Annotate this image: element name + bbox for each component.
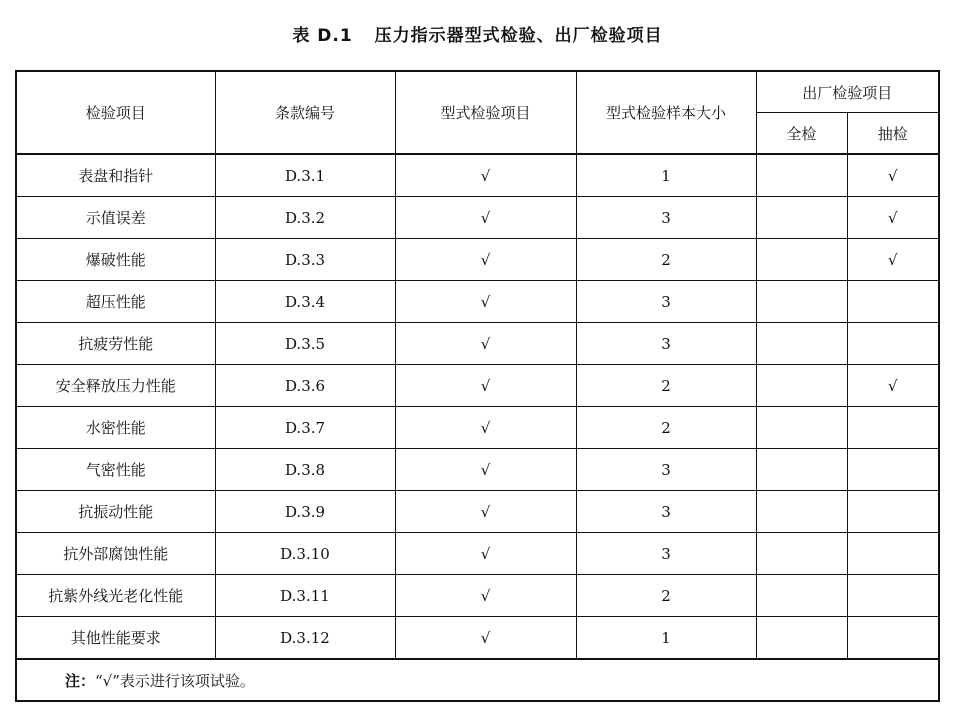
- cell-type-test: √: [395, 449, 576, 491]
- cell-type-test: √: [395, 533, 576, 575]
- cell-item: 气密性能: [16, 449, 215, 491]
- cell-spot-check: √: [847, 197, 939, 239]
- cell-clause: D.3.3: [215, 239, 395, 281]
- table-caption: [0, 21, 955, 46]
- cell-full-check: [756, 617, 847, 660]
- cell-sample-size: 3: [576, 491, 756, 533]
- cell-full-check: [756, 365, 847, 407]
- cell-sample-size: 3: [576, 197, 756, 239]
- cell-sample-size: 3: [576, 323, 756, 365]
- cell-item: 爆破性能: [16, 239, 215, 281]
- cell-full-check: [756, 281, 847, 323]
- cell-sample-size: 2: [576, 407, 756, 449]
- cell-item: 抗紫外线光老化性能: [16, 575, 215, 617]
- cell-sample-size: 3: [576, 449, 756, 491]
- cell-clause: D.3.8: [215, 449, 395, 491]
- cell-item: 表盘和指针: [16, 154, 215, 197]
- note-cell: [16, 659, 939, 701]
- cell-sample-size: 2: [576, 575, 756, 617]
- cell-full-check: [756, 407, 847, 449]
- table-row: [16, 197, 939, 239]
- cell-spot-check: [847, 617, 939, 660]
- cell-full-check: [756, 154, 847, 197]
- table-row: [16, 365, 939, 407]
- cell-sample-size: 3: [576, 533, 756, 575]
- cell-type-test: √: [395, 407, 576, 449]
- cell-clause: D.3.11: [215, 575, 395, 617]
- cell-full-check: [756, 575, 847, 617]
- table-row: [16, 575, 939, 617]
- header-spot-check: 抽检: [847, 113, 939, 155]
- header-row: [16, 71, 939, 113]
- cell-spot-check: √: [847, 239, 939, 281]
- table-body: [16, 154, 939, 659]
- header-factory-test: 出厂检验项目: [756, 71, 939, 113]
- table-title: 压力指示器型式检验、出厂检验项目: [374, 26, 663, 46]
- cell-clause: D.3.7: [215, 407, 395, 449]
- cell-spot-check: √: [847, 154, 939, 197]
- cell-clause: D.3.9: [215, 491, 395, 533]
- cell-spot-check: [847, 323, 939, 365]
- cell-type-test: √: [395, 617, 576, 660]
- cell-spot-check: [847, 407, 939, 449]
- cell-sample-size: 1: [576, 154, 756, 197]
- cell-item: 水密性能: [16, 407, 215, 449]
- header-type-test: 型式检验项目: [395, 71, 576, 154]
- cell-item: 安全释放压力性能: [16, 365, 215, 407]
- cell-full-check: [756, 323, 847, 365]
- table-row: [16, 281, 939, 323]
- cell-spot-check: [847, 491, 939, 533]
- cell-clause: D.3.4: [215, 281, 395, 323]
- cell-item: 其他性能要求: [16, 617, 215, 660]
- header-clause: 条款编号: [215, 71, 395, 154]
- cell-type-test: √: [395, 239, 576, 281]
- cell-full-check: [756, 533, 847, 575]
- table-number: 表 D.1: [292, 26, 353, 46]
- cell-sample-size: 2: [576, 239, 756, 281]
- table-row: [16, 323, 939, 365]
- table-row: [16, 407, 939, 449]
- cell-sample-size: 2: [576, 365, 756, 407]
- cell-spot-check: [847, 533, 939, 575]
- note-label: 注：: [65, 671, 96, 690]
- cell-item: 示值误差: [16, 197, 215, 239]
- cell-full-check: [756, 491, 847, 533]
- cell-type-test: √: [395, 197, 576, 239]
- cell-clause: D.3.12: [215, 617, 395, 660]
- cell-spot-check: [847, 281, 939, 323]
- table-row: [16, 154, 939, 197]
- cell-item: 抗振动性能: [16, 491, 215, 533]
- cell-item: 抗疲劳性能: [16, 323, 215, 365]
- cell-type-test: √: [395, 281, 576, 323]
- header-sample-size: 型式检验样本大小: [576, 71, 756, 154]
- cell-spot-check: [847, 449, 939, 491]
- table-row: [16, 449, 939, 491]
- header-full-check: 全检: [756, 113, 847, 155]
- note-row: [16, 659, 939, 701]
- header-item: 检验项目: [16, 71, 215, 154]
- cell-full-check: [756, 449, 847, 491]
- table-row: [16, 491, 939, 533]
- cell-clause: D.3.1: [215, 154, 395, 197]
- cell-sample-size: 1: [576, 617, 756, 660]
- cell-full-check: [756, 197, 847, 239]
- cell-clause: D.3.6: [215, 365, 395, 407]
- cell-item: 超压性能: [16, 281, 215, 323]
- table-row: [16, 617, 939, 660]
- cell-clause: D.3.2: [215, 197, 395, 239]
- cell-full-check: [756, 239, 847, 281]
- cell-type-test: √: [395, 154, 576, 197]
- cell-sample-size: 3: [576, 281, 756, 323]
- cell-type-test: √: [395, 491, 576, 533]
- cell-clause: D.3.10: [215, 533, 395, 575]
- cell-type-test: √: [395, 575, 576, 617]
- cell-item: 抗外部腐蚀性能: [16, 533, 215, 575]
- cell-type-test: √: [395, 323, 576, 365]
- cell-spot-check: √: [847, 365, 939, 407]
- table-row: [16, 533, 939, 575]
- cell-clause: D.3.5: [215, 323, 395, 365]
- table-row: [16, 239, 939, 281]
- cell-type-test: √: [395, 365, 576, 407]
- cell-spot-check: [847, 575, 939, 617]
- inspection-items-table: [15, 70, 940, 702]
- note-text: “√”表示进行该项试验。: [95, 671, 255, 690]
